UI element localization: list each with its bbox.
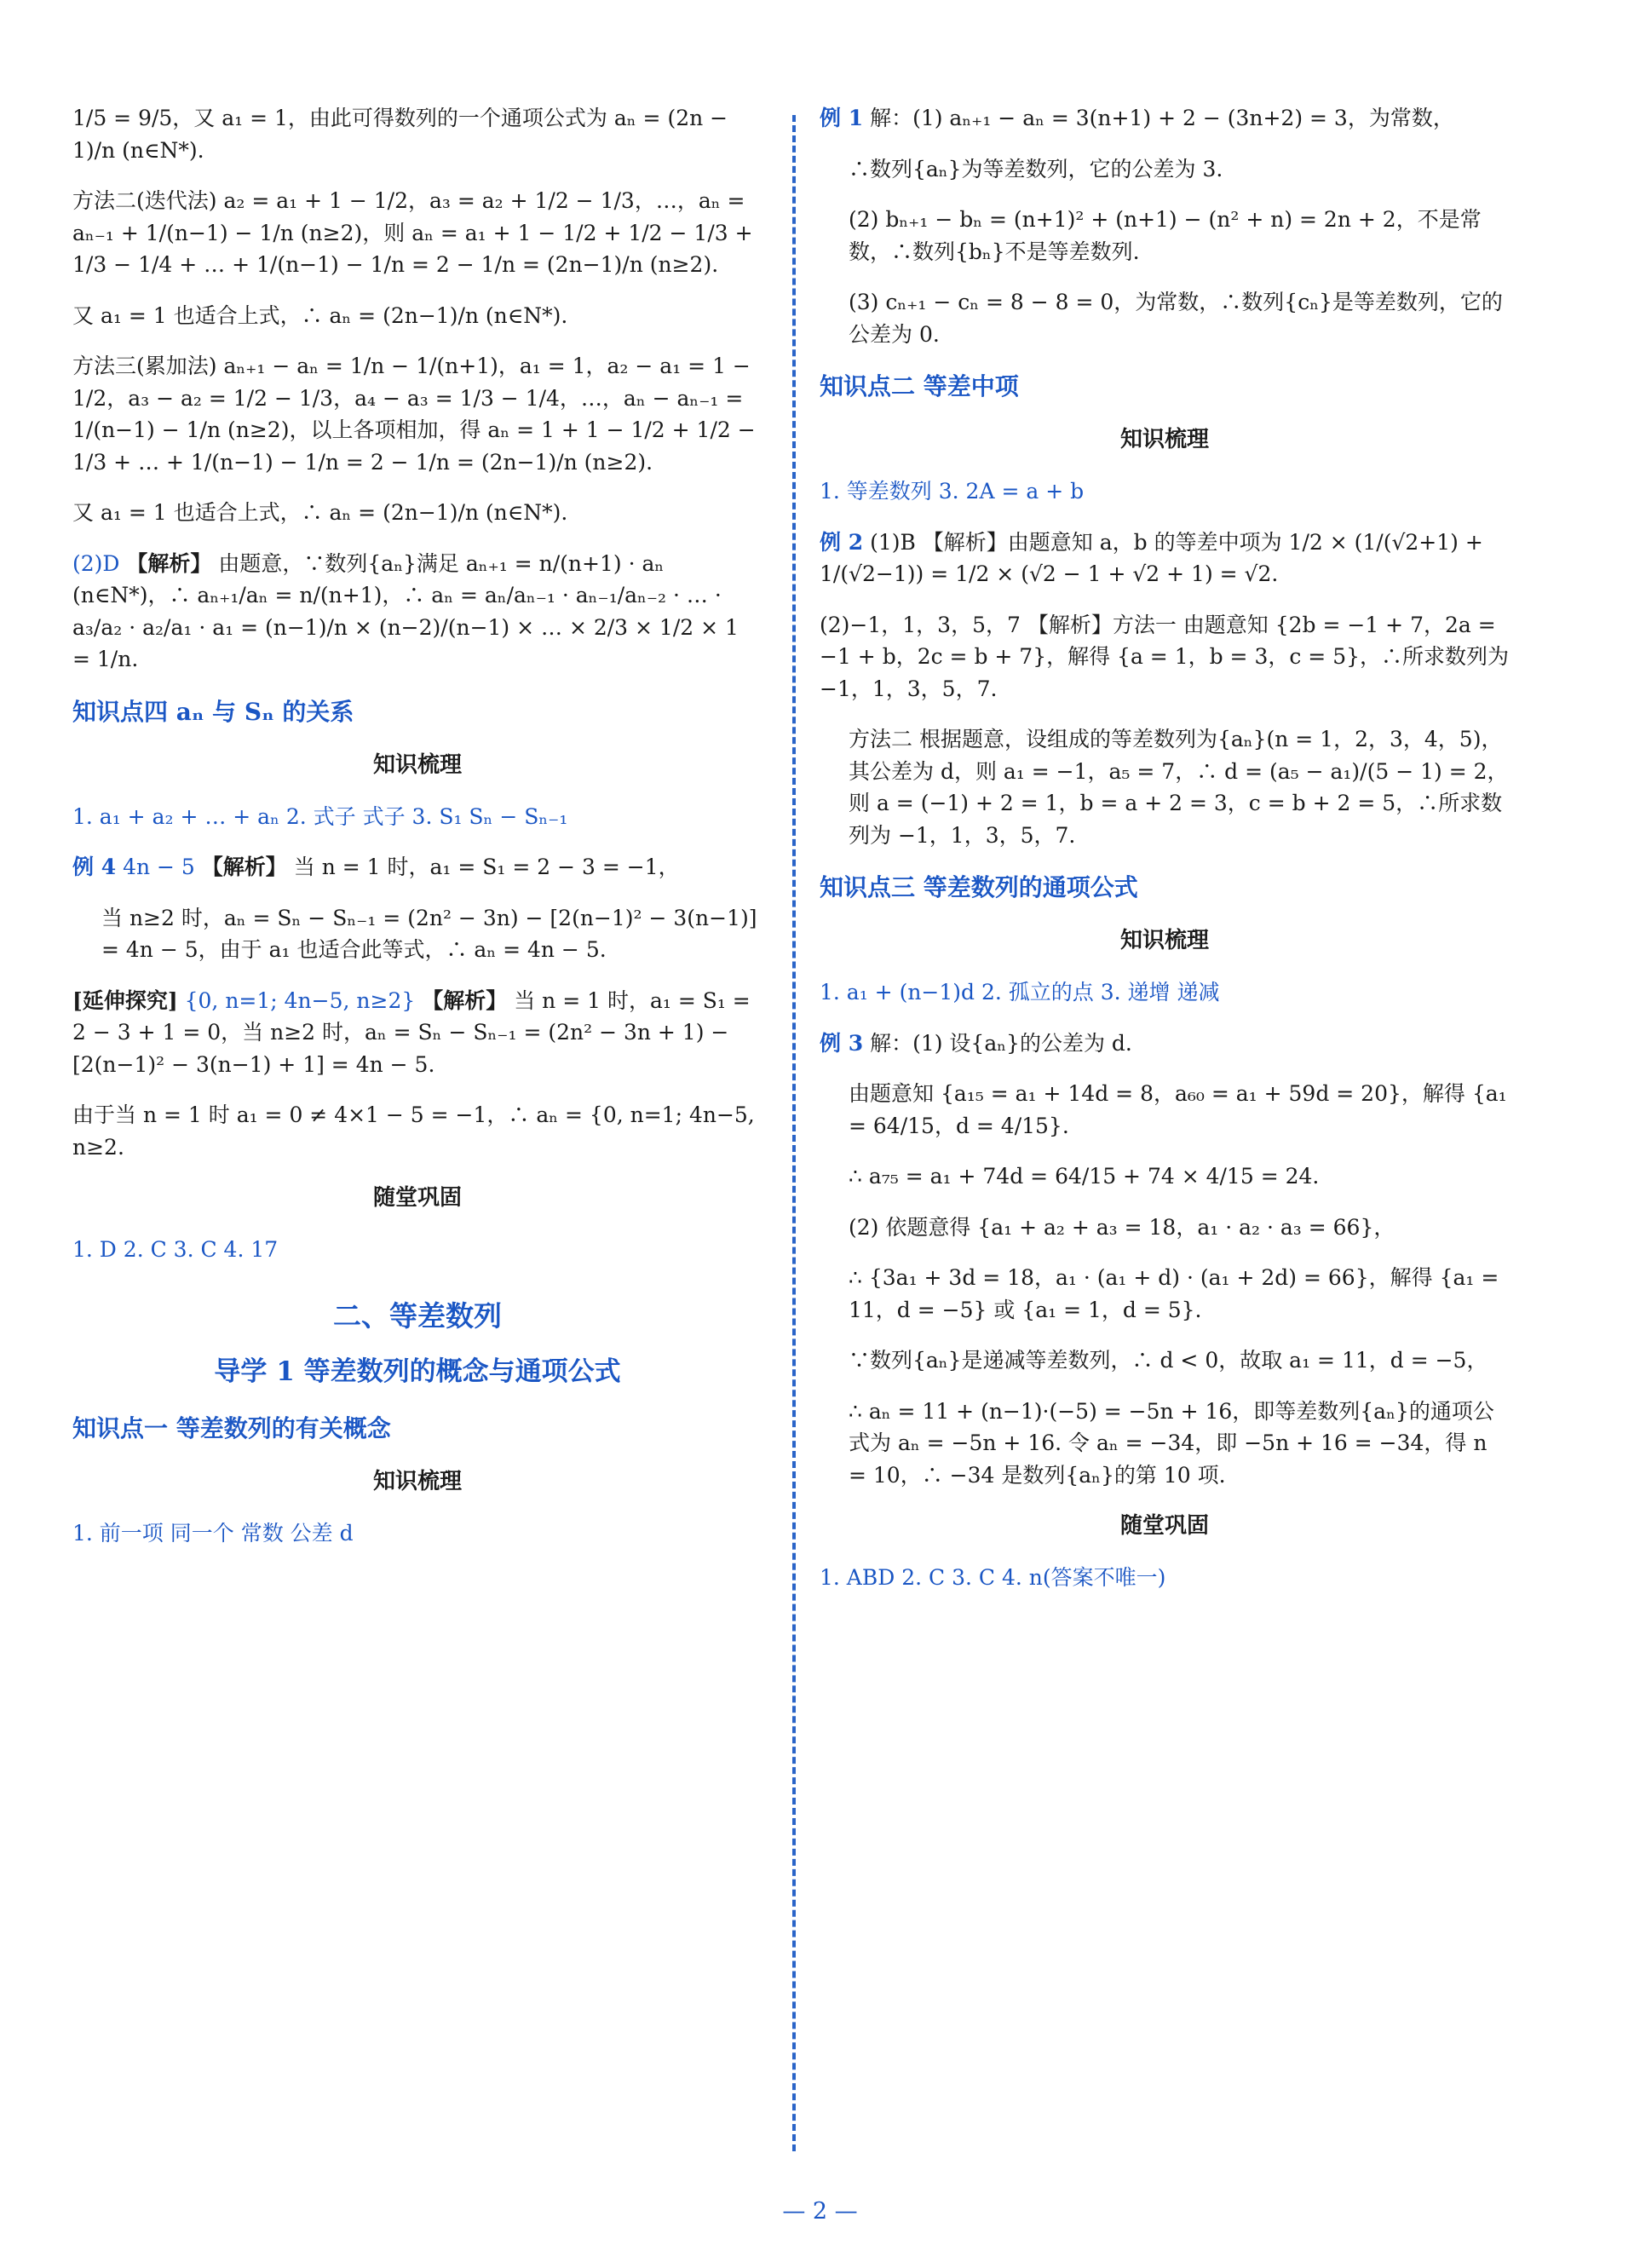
example-label: 例 2 — [820, 529, 864, 555]
fill-in-answers: 1. a₁ + (n−1)d 2. 孤立的点 3. 递增 递减 — [820, 980, 1220, 1004]
solution-text: (1)B 【解析】由题意知 a，b 的等差中项为 1/2 × (1/(√2+1) + 1/(√2−1)) = 1/2 × (√2 − 1 + √2 + 1) = √2. — [820, 529, 1483, 586]
example-label: 例 1 — [820, 106, 864, 130]
review-title: 随堂巩固 — [372, 1185, 462, 1211]
text-line: ∵数列{aₙ}是递减等差数列，∴ d < 0，故取 a₁ = 11，d = −5， — [849, 1348, 1488, 1373]
text-line: ∴ {3a₁ + 3d = 18，a₁ · (a₁ + d) · (a₁ + 2d) = 66}，解得 {a₁ = 11，d = −5} 或 {a₁ = 1，d = 5}. — [849, 1265, 1499, 1322]
right-column — [820, 102, 1510, 1613]
review-title: 随堂巩固 — [1119, 1513, 1209, 1539]
example-3 — [820, 1028, 1510, 1060]
example-label: 例 3 — [820, 1030, 864, 1056]
subheading: 知识梳理 — [1119, 427, 1209, 452]
fill-in-answers: 1. a₁ + a₂ + … + aₙ 2. 式子 式子 3. S₁ Sₙ − Sₙ₋₁ — [72, 803, 568, 829]
text-line: (2) 依题意得 {a₁ + a₂ + a₃ = 18，a₁ · a₂ · a₃ = 66}， — [849, 1214, 1395, 1240]
text-line: 当 n≥2 时，aₙ = Sₙ − Sₙ₋₁ = (2n² − 3n) − [2(n−1)² − 3(n−1)] = 4n − 5，由于 a₁ 也适合此等式，∴ aₙ = 4n − 5. — [101, 905, 757, 962]
knowledge-point-4-title: 知识点四 aₙ 与 Sₙ 的关系 — [72, 697, 354, 726]
analysis-tag: 【解析】 — [126, 550, 212, 576]
text-line: 又 a₁ = 1 也适合上式，∴ aₙ = (2n−1)/n (n∈N*). — [72, 302, 568, 328]
text-line: 又 a₁ = 1 也适合上式，∴ aₙ = (2n−1)/n (n∈N*). — [72, 500, 568, 525]
text-line: ∴数列{aₙ}为等差数列，它的公差为 3. — [849, 156, 1223, 181]
text-line: 方法三(累加法) aₙ₊₁ − aₙ = 1/n − 1/(n+1)，a₁ = 1，a₂ − a₁ = 1 − 1/2，a₃ − a₂ = 1/2 − 1/3，a₄ − a₃ = 1/3 − 1/4，…，aₙ − aₙ₋₁ = 1/(n−1) − 1/n (n≥2)，以上各项相加，得 aₙ = 1 + 1 − 1/2 + 1/2 − 1/3 + … + 1/(n−1) − 1/n = 2 − 1/n = (2n−1)/n (n≥2). — [72, 354, 756, 475]
text-line: 方法二(迭代法) a₂ = a₁ + 1 − 1/2，a₃ = a₂ + 1/2 − 1/3，…，aₙ = aₙ₋₁ + 1/(n−1) − 1/n (n≥2)，则 aₙ = a₁ + 1 − 1/2 + 1/2 − 1/3 + 1/3 − 1/4 + … + 1/(n−1) − 1/n = 2 − 1/n = (2n−1)/n (n≥2). — [72, 188, 753, 277]
text-line: (2) bₙ₊₁ − bₙ = (n+1)² + (n+1) − (n² + n) = 2n + 2，不是常数，∴数列{bₙ}不是等差数列. — [849, 207, 1482, 264]
guide-title: 导学 1 等差数列的概念与通项公式 — [214, 1356, 621, 1387]
review-answers: 1. ABD 2. C 3. C 4. n(答案不唯一) — [820, 1565, 1166, 1590]
analysis-tag: 【解析】 — [201, 855, 287, 879]
extension-answer: {0, n=1; 4n−5, n≥2} — [184, 987, 416, 1013]
solution-text: 解：(1) aₙ₊₁ − aₙ = 3(n+1) + 2 − (3n+2) = 3，为常数， — [870, 106, 1454, 130]
solution-text: 解：(1) 设{aₙ}的公差为 d. — [870, 1030, 1132, 1056]
column-divider — [792, 115, 796, 2151]
fill-in-answers: 1. 前一项 同一个 常数 公差 d — [72, 1520, 354, 1546]
text-line: (2)−1，1，3，5，7 【解析】方法一 由题意知 {2b = −1 + 7，2a = −1 + b，2c = b + 7}，解得 {a = 1，b = 3，c = 5}，∴所求数列为 −1，1，3，5，7. — [820, 612, 1510, 701]
knowledge-point-1-title: 知识点一 等差数列的有关概念 — [72, 1413, 391, 1442]
analysis-tag: 【解析】 — [422, 987, 508, 1013]
example-2 — [820, 527, 1510, 590]
text-line: ∴ aₙ = 11 + (n−1)·(−5) = −5n + 16，即等差数列{aₙ}的通项公式为 aₙ = −5n + 16. 令 aₙ = −34，即 −5n + 16 = −34，得 n = 10，∴ −34 是数列{aₙ}的第 10 项. — [849, 1398, 1494, 1488]
problem-2-answer — [72, 548, 762, 676]
text-line: 方法二 根据题意，设组成的等差数列为{aₙ}(n = 1，2，3，4，5)，其公差为 d，则 a₁ = −1，a₅ = 7，∴ d = (a₅ − a₁)/(5 − 1) = 2，则 a = (−1) + 2 = 1，b = a + 2 = 3，c = b + 2 = 5，∴所求数列为 −1，1，3，5，7. — [849, 727, 1509, 848]
text-line: ∴ a₇₅ = a₁ + 74d = 64/15 + 74 × 4/15 = 24. — [849, 1164, 1320, 1189]
example-4 — [72, 851, 762, 884]
analysis-text: 当 n = 1 时，a₁ = S₁ = 2 − 3 + 1 = 0，当 n≥2 时，aₙ = Sₙ − Sₙ₋₁ = (2n² − 3n + 1) − [2(n−1)² − 3(n−1) + 1] = 4n − 5. — [72, 987, 751, 1077]
subheading: 知识梳理 — [372, 751, 462, 778]
answer-choice: (2)D — [72, 550, 120, 576]
text-line: 1/5 = 9/5，又 a₁ = 1，由此可得数列的一个通项公式为 aₙ = (2n − 1)/n (n∈N*). — [72, 106, 728, 163]
text-line: 由题意知 {a₁₅ = a₁ + 14d = 8，a₆₀ = a₁ + 59d = 20}，解得 {a₁ = 64/15，d = 4/15}. — [849, 1081, 1507, 1138]
analysis-text: 当 n = 1 时，a₁ = S₁ = 2 − 3 = −1， — [293, 855, 680, 879]
chapter-title: 二、等差数列 — [333, 1298, 502, 1333]
extension-inquiry — [72, 985, 762, 1081]
knowledge-point-2-title: 知识点二 等差中项 — [820, 372, 1019, 400]
example-1 — [820, 102, 1510, 135]
page-number: — 2 — — [782, 2198, 858, 2225]
subheading: 知识梳理 — [1119, 928, 1209, 953]
example-answer: 4n − 5 — [123, 855, 195, 879]
subheading: 知识梳理 — [372, 1468, 462, 1494]
text-line: (3) cₙ₊₁ − cₙ = 8 − 8 = 0，为常数，∴数列{cₙ}是等差数列，它的公差为 0. — [849, 290, 1503, 347]
text-line: 由于当 n = 1 时 a₁ = 0 ≠ 4×1 − 5 = −1，∴ aₙ = {0, n=1; 4n−5, n≥2. — [72, 1102, 755, 1160]
example-label: 例 4 — [72, 855, 117, 879]
analysis-text: 由题意，∵数列{aₙ}满足 aₙ₊₁ = n/(n+1) · aₙ (n∈N*)，∴ aₙ₊₁/aₙ = n/(n+1)，∴ aₙ = aₙ/aₙ₋₁ · aₙ₋₁/aₙ₋₂ · … · a₃/a₂ · a₂/a₁ · a₁ = (n−1)/n × (n−2)/(n−1) × … × 2/3 × 1/2 × 1 = 1/n. — [72, 550, 739, 671]
extension-label: [延伸探究] — [72, 987, 178, 1013]
review-answers: 1. D 2. C 3. C 4. 17 — [72, 1237, 279, 1262]
left-column — [72, 102, 762, 1568]
fill-in-answers: 1. 等差数列 3. 2A = a + b — [820, 479, 1085, 504]
knowledge-point-3-title: 知识点三 等差数列的通项公式 — [820, 873, 1138, 901]
